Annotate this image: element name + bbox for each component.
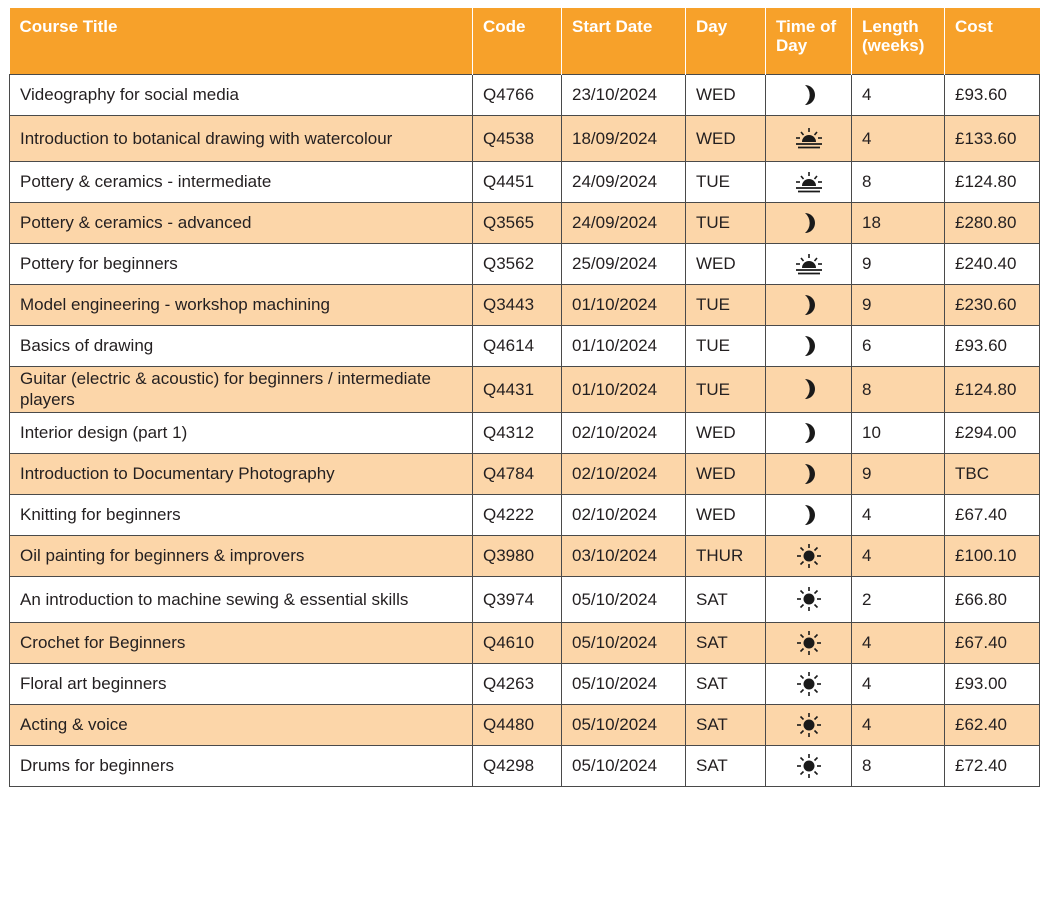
start-date-cell: 18/09/2024 xyxy=(562,115,686,161)
start-date-cell: 24/09/2024 xyxy=(562,161,686,202)
course-title-cell: Introduction to botanical drawing with watercolour xyxy=(10,115,473,161)
time-of-day-cell xyxy=(766,161,852,202)
start-date-cell: 05/10/2024 xyxy=(562,622,686,663)
header-start-date: Start Date xyxy=(562,8,686,74)
code-cell: Q4222 xyxy=(473,494,562,535)
start-date-cell: 01/10/2024 xyxy=(562,366,686,412)
course-title-cell: Oil painting for beginners & improvers xyxy=(10,535,473,576)
evening-moon-icon xyxy=(799,293,819,317)
time-of-day-cell xyxy=(766,284,852,325)
code-cell: Q3562 xyxy=(473,243,562,284)
table-row xyxy=(10,366,1040,412)
length-cell: 4 xyxy=(852,74,945,115)
header-length: Length (weeks) xyxy=(852,8,945,74)
start-date-cell: 05/10/2024 xyxy=(562,704,686,745)
table-row xyxy=(10,622,1040,663)
course-title-cell: Knitting for beginners xyxy=(10,494,473,535)
cost-cell: £133.60 xyxy=(945,115,1040,161)
cost-cell: £67.40 xyxy=(945,494,1040,535)
start-date-cell: 01/10/2024 xyxy=(562,284,686,325)
cost-cell: £67.40 xyxy=(945,622,1040,663)
time-of-day-cell xyxy=(766,202,852,243)
start-date-cell: 01/10/2024 xyxy=(562,325,686,366)
course-title-cell: An introduction to machine sewing & essential skills xyxy=(10,576,473,622)
evening-moon-icon xyxy=(799,503,819,527)
evening-moon-icon xyxy=(799,83,819,107)
table-header-row xyxy=(10,8,1040,74)
time-of-day-cell xyxy=(766,243,852,284)
length-cell: 4 xyxy=(852,622,945,663)
time-of-day-cell xyxy=(766,412,852,453)
length-cell: 10 xyxy=(852,412,945,453)
day-cell: WED xyxy=(686,74,766,115)
day-cell: SAT xyxy=(686,576,766,622)
course-title-cell: Basics of drawing xyxy=(10,325,473,366)
table-row xyxy=(10,535,1040,576)
course-title-cell: Pottery & ceramics - intermediate xyxy=(10,161,473,202)
cost-cell: £294.00 xyxy=(945,412,1040,453)
table-row xyxy=(10,663,1040,704)
day-cell: TUE xyxy=(686,366,766,412)
table-row xyxy=(10,202,1040,243)
start-date-cell: 05/10/2024 xyxy=(562,576,686,622)
length-cell: 8 xyxy=(852,745,945,786)
code-cell: Q4263 xyxy=(473,663,562,704)
length-cell: 4 xyxy=(852,115,945,161)
time-of-day-cell xyxy=(766,494,852,535)
start-date-cell: 24/09/2024 xyxy=(562,202,686,243)
length-cell: 4 xyxy=(852,663,945,704)
code-cell: Q3974 xyxy=(473,576,562,622)
course-title-cell: Acting & voice xyxy=(10,704,473,745)
length-cell: 9 xyxy=(852,284,945,325)
length-cell: 4 xyxy=(852,704,945,745)
code-cell: Q4614 xyxy=(473,325,562,366)
code-cell: Q4538 xyxy=(473,115,562,161)
table-row xyxy=(10,74,1040,115)
day-cell: TUE xyxy=(686,161,766,202)
day-cell: TUE xyxy=(686,202,766,243)
code-cell: Q3980 xyxy=(473,535,562,576)
table-row xyxy=(10,704,1040,745)
length-cell: 18 xyxy=(852,202,945,243)
afternoon-sunset-icon xyxy=(794,252,824,276)
daytime-sun-icon xyxy=(794,712,824,738)
course-title-cell: Floral art beginners xyxy=(10,663,473,704)
header-course-title: Course Title xyxy=(10,8,473,74)
time-of-day-cell xyxy=(766,115,852,161)
header-time-of-day: Time of Day xyxy=(766,8,852,74)
day-cell: SAT xyxy=(686,704,766,745)
time-of-day-cell xyxy=(766,663,852,704)
course-rows xyxy=(10,74,1040,786)
cost-cell: £72.40 xyxy=(945,745,1040,786)
cost-cell: £124.80 xyxy=(945,161,1040,202)
cost-cell: £240.40 xyxy=(945,243,1040,284)
course-title-cell: Pottery for beginners xyxy=(10,243,473,284)
cost-cell: £93.00 xyxy=(945,663,1040,704)
time-of-day-cell xyxy=(766,325,852,366)
evening-moon-icon xyxy=(799,462,819,486)
day-cell: WED xyxy=(686,494,766,535)
time-of-day-cell xyxy=(766,74,852,115)
course-title-cell: Pottery & ceramics - advanced xyxy=(10,202,473,243)
cost-cell: £66.80 xyxy=(945,576,1040,622)
code-cell: Q4298 xyxy=(473,745,562,786)
table-row xyxy=(10,576,1040,622)
table-row xyxy=(10,412,1040,453)
table-row xyxy=(10,161,1040,202)
start-date-cell: 02/10/2024 xyxy=(562,412,686,453)
daytime-sun-icon xyxy=(794,671,824,697)
code-cell: Q4312 xyxy=(473,412,562,453)
table-row xyxy=(10,325,1040,366)
cost-cell: £62.40 xyxy=(945,704,1040,745)
length-cell: 9 xyxy=(852,453,945,494)
length-cell: 9 xyxy=(852,243,945,284)
cost-cell: TBC xyxy=(945,453,1040,494)
afternoon-sunset-icon xyxy=(794,126,824,150)
start-date-cell: 03/10/2024 xyxy=(562,535,686,576)
code-cell: Q4451 xyxy=(473,161,562,202)
code-cell: Q4480 xyxy=(473,704,562,745)
code-cell: Q4784 xyxy=(473,453,562,494)
cost-cell: £100.10 xyxy=(945,535,1040,576)
code-cell: Q3565 xyxy=(473,202,562,243)
time-of-day-cell xyxy=(766,745,852,786)
header-day: Day xyxy=(686,8,766,74)
cost-cell: £124.80 xyxy=(945,366,1040,412)
start-date-cell: 05/10/2024 xyxy=(562,663,686,704)
day-cell: WED xyxy=(686,453,766,494)
course-title-cell: Interior design (part 1) xyxy=(10,412,473,453)
length-cell: 2 xyxy=(852,576,945,622)
length-cell: 4 xyxy=(852,535,945,576)
time-of-day-cell xyxy=(766,366,852,412)
code-cell: Q3443 xyxy=(473,284,562,325)
daytime-sun-icon xyxy=(794,586,824,612)
length-cell: 6 xyxy=(852,325,945,366)
evening-moon-icon xyxy=(799,334,819,358)
header-code: Code xyxy=(473,8,562,74)
code-cell: Q4610 xyxy=(473,622,562,663)
table-row xyxy=(10,115,1040,161)
length-cell: 8 xyxy=(852,366,945,412)
table-row xyxy=(10,494,1040,535)
cost-cell: £280.80 xyxy=(945,202,1040,243)
length-cell: 4 xyxy=(852,494,945,535)
time-of-day-cell xyxy=(766,453,852,494)
cost-cell: £93.60 xyxy=(945,74,1040,115)
course-title-cell: Drums for beginners xyxy=(10,745,473,786)
start-date-cell: 02/10/2024 xyxy=(562,494,686,535)
table-row xyxy=(10,243,1040,284)
table-row xyxy=(10,284,1040,325)
day-cell: SAT xyxy=(686,745,766,786)
day-cell: SAT xyxy=(686,622,766,663)
course-title-cell: Crochet for Beginners xyxy=(10,622,473,663)
cost-cell: £230.60 xyxy=(945,284,1040,325)
course-title-cell: Videography for social media xyxy=(10,74,473,115)
daytime-sun-icon xyxy=(794,630,824,656)
day-cell: TUE xyxy=(686,284,766,325)
day-cell: THUR xyxy=(686,535,766,576)
afternoon-sunset-icon xyxy=(794,170,824,194)
header-cost: Cost xyxy=(945,8,1040,74)
day-cell: WED xyxy=(686,243,766,284)
time-of-day-cell xyxy=(766,576,852,622)
table-row xyxy=(10,745,1040,786)
start-date-cell: 05/10/2024 xyxy=(562,745,686,786)
time-of-day-cell xyxy=(766,704,852,745)
day-cell: SAT xyxy=(686,663,766,704)
course-title-cell: Introduction to Documentary Photography xyxy=(10,453,473,494)
time-of-day-cell xyxy=(766,535,852,576)
cost-cell: £93.60 xyxy=(945,325,1040,366)
start-date-cell: 23/10/2024 xyxy=(562,74,686,115)
day-cell: WED xyxy=(686,115,766,161)
code-cell: Q4431 xyxy=(473,366,562,412)
daytime-sun-icon xyxy=(794,543,824,569)
time-of-day-cell xyxy=(766,622,852,663)
course-table xyxy=(9,8,1040,787)
code-cell: Q4766 xyxy=(473,74,562,115)
evening-moon-icon xyxy=(799,211,819,235)
evening-moon-icon xyxy=(799,421,819,445)
day-cell: WED xyxy=(686,412,766,453)
length-cell: 8 xyxy=(852,161,945,202)
start-date-cell: 25/09/2024 xyxy=(562,243,686,284)
start-date-cell: 02/10/2024 xyxy=(562,453,686,494)
course-title-cell: Guitar (electric & acoustic) for beginners / intermediate players xyxy=(10,366,473,412)
daytime-sun-icon xyxy=(794,753,824,779)
day-cell: TUE xyxy=(686,325,766,366)
table-row xyxy=(10,453,1040,494)
evening-moon-icon xyxy=(799,377,819,401)
course-title-cell: Model engineering - workshop machining xyxy=(10,284,473,325)
